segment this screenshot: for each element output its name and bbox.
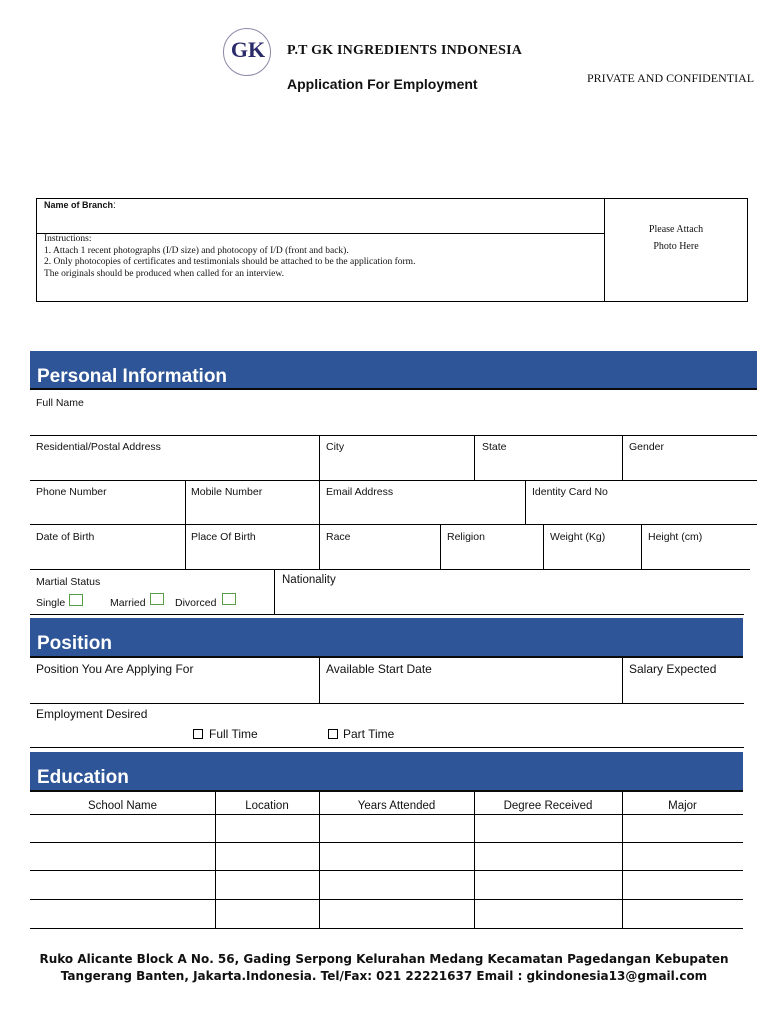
salary-label: Salary Expected [629, 662, 717, 676]
weight-label: Weight (Kg) [550, 531, 606, 543]
start-date-label: Available Start Date [326, 662, 432, 676]
employment-desired-label: Employment Desired [36, 707, 148, 721]
single-checkbox[interactable] [69, 594, 83, 606]
divider [622, 658, 623, 703]
divider [319, 480, 320, 524]
education-row[interactable] [30, 871, 743, 899]
education-column-header: Degree Received [503, 800, 593, 812]
divider [30, 569, 750, 570]
religion-label: Religion [447, 531, 485, 543]
gender-label: Gender [629, 441, 665, 453]
city-label: City [326, 441, 345, 453]
email-label: Email Address [326, 486, 394, 498]
education-column-header: Major [668, 800, 697, 812]
part-time-checkbox[interactable] [328, 729, 338, 739]
position-applying-label: Position You Are Applying For [36, 662, 194, 676]
full-name-field[interactable] [30, 392, 757, 434]
footer-contact: Tangerang Banten, Jakarta.Indonesia. Tel/Fax: 021 22221637 Email : gkindonesia13@gmail.com [60, 969, 708, 983]
part-time-label: Part Time [343, 727, 395, 741]
instruction-line: 2. Only photocopies of certificates and testimonials should be attached to be the application form. [44, 257, 416, 267]
divider [474, 435, 475, 480]
divider [30, 480, 757, 481]
education-column-header: School Name [87, 800, 158, 812]
divider [440, 524, 441, 569]
pob-label: Place Of Birth [191, 531, 256, 543]
logo-text: GK [230, 37, 266, 62]
mobile-label: Mobile Number [191, 486, 263, 498]
confidential-label: PRIVATE AND CONFIDENTIAL [587, 71, 755, 85]
instruction-line: 1. Attach 1 recent photographs (I/D size) and photocopy of I/D (front and back). [44, 245, 349, 256]
full-time-checkbox[interactable] [193, 729, 203, 739]
instructions-title: Instructions: [44, 234, 92, 244]
instructions-box [36, 198, 748, 302]
branch-label: Name of Branch [44, 200, 114, 210]
divider [641, 524, 642, 569]
photo-line: Please Attach [648, 224, 704, 235]
education-row[interactable] [30, 843, 743, 870]
divider [30, 747, 744, 748]
instruction-line: The originals should be produced when called for an interview. [44, 268, 284, 279]
divorced-label: Divorced [175, 597, 217, 609]
branch-colon: : [113, 200, 116, 211]
divider [274, 569, 275, 614]
education-row[interactable] [30, 900, 743, 928]
form-title: Application For Employment [287, 76, 478, 92]
state-label: State [482, 441, 507, 453]
footer-address: Ruko Alicante Block A No. 56, Gading Serpong Kelurahan Medang Kecamatan Pagedangan Kebupaten [39, 952, 729, 966]
company-name: P.T GK INGREDIENTS INDONESIA [287, 43, 523, 58]
divorced-checkbox[interactable] [222, 593, 236, 605]
divider [185, 524, 186, 569]
table-row-divider [30, 928, 743, 929]
full-name-label: Full Name [36, 397, 84, 409]
dob-label: Date of Birth [36, 531, 95, 543]
height-label: Height (cm) [648, 531, 703, 543]
race-label: Race [326, 531, 351, 543]
section-heading-position: Position [30, 618, 743, 658]
education-column-header: Years Attended [357, 800, 436, 812]
address-label: Residential/Postal Address [36, 441, 161, 453]
divider [30, 435, 757, 436]
branch-field[interactable] [44, 200, 116, 211]
divider [319, 524, 320, 569]
married-checkbox[interactable] [150, 593, 164, 605]
education-column-header: Location [245, 800, 289, 812]
instructions-text [44, 234, 599, 280]
marital-status-label: Martial Status [36, 576, 101, 588]
section-heading-education: Education [30, 752, 743, 792]
divider [30, 524, 757, 525]
education-row[interactable] [30, 815, 743, 842]
divider [622, 435, 623, 480]
divider [319, 435, 320, 480]
divider [185, 480, 186, 524]
id-card-label: Identity Card No [532, 486, 608, 498]
company-logo [223, 28, 271, 76]
single-label: Single [36, 597, 66, 609]
nationality-label: Nationality [282, 574, 336, 586]
phone-label: Phone Number [36, 486, 107, 498]
divider [543, 524, 544, 569]
full-time-label: Full Time [209, 727, 258, 741]
divider [525, 480, 526, 524]
photo-line: Photo Here [653, 241, 699, 252]
divider [319, 658, 320, 703]
divider [30, 703, 744, 704]
photo-placeholder[interactable] [605, 221, 747, 255]
married-label: Married [110, 597, 146, 609]
section-heading-personal: Personal Information [30, 351, 757, 390]
divider [30, 614, 744, 615]
